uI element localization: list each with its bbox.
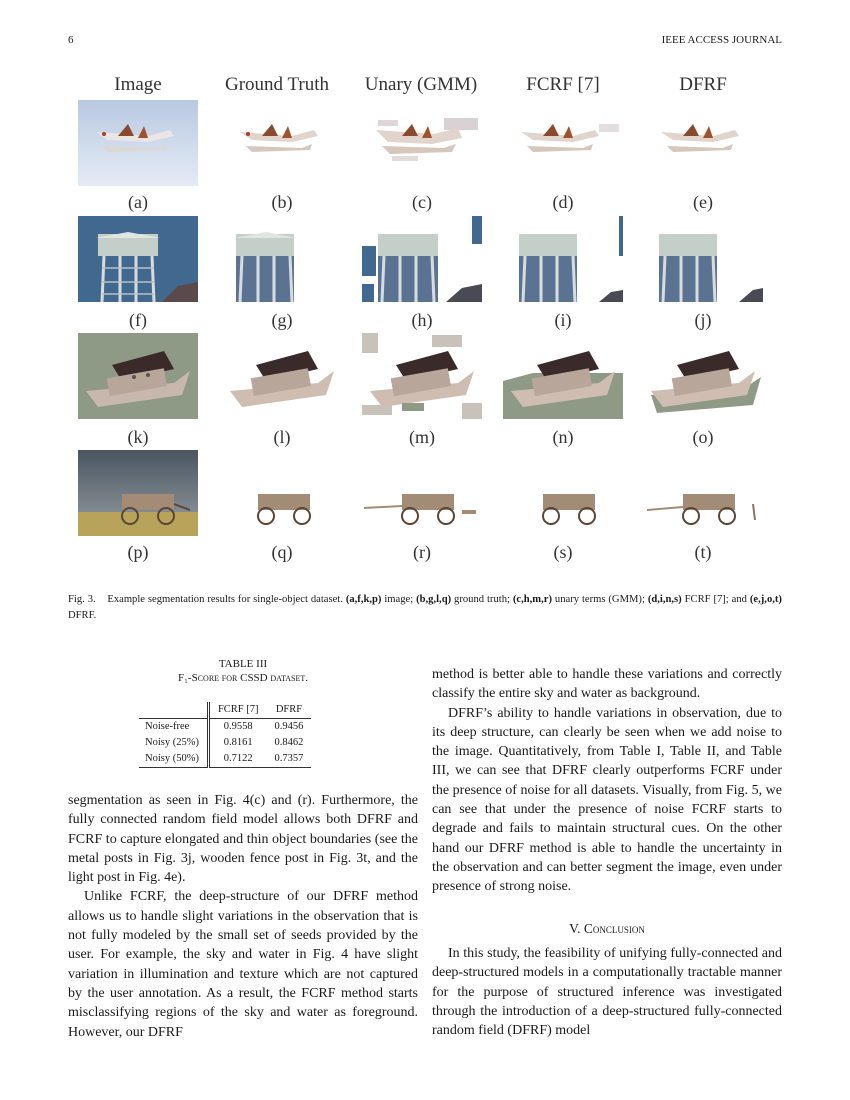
paragraph: method is better able to handle these variations and correctly classify the entire sky and water as background.	[432, 667, 782, 702]
caption-prefix: Fig. 3.	[68, 594, 96, 605]
caption-text: unary terms (GMM);	[554, 594, 645, 605]
subfig-label-n: (n)	[552, 427, 574, 447]
subfig-label-e: (e)	[693, 192, 713, 212]
column-title-image: Image	[114, 74, 162, 95]
journal-name: IEEE ACCESS JOURNAL	[661, 34, 782, 46]
caption-text: ground truth;	[454, 594, 510, 605]
results-table	[139, 702, 311, 768]
subfig-label-a: (a)	[128, 192, 148, 212]
table-cell: 0.8462	[274, 737, 304, 748]
table-row	[139, 751, 311, 768]
fig-d-airplane-fcrf	[503, 100, 623, 186]
fig-r-wagon-unary	[362, 450, 482, 536]
page-number: 6	[68, 34, 74, 46]
table-title: F₁-Score for CSSD dataset.	[177, 672, 309, 684]
caption-label: (e,j,o,t)	[749, 594, 782, 605]
subfig-label-i: (i)	[554, 310, 572, 330]
paragraph: Unlike FCRF, the deep-structure of our DFRF method allows us to handle slight variations in the observation that is not fully modeled by the small set of seeds provided by the user. For example, the sky and water in Fig. 4 have slight variation in illumination and texture which are not captured by the user annotation. As a result, the FCRF method starts misclassifying regions of the sky and water as foreground. However, our DFRF	[68, 889, 418, 1040]
subfig-label-g: (g)	[271, 310, 293, 330]
column-title-unary: Unary (GMM)	[364, 74, 478, 95]
table-header-cell: FCRF [7]	[208, 702, 266, 719]
conclusion-text	[432, 944, 782, 1040]
caption-label: (b,g,l,q)	[416, 594, 452, 605]
right-column-text	[432, 665, 782, 897]
left-column-text	[68, 791, 418, 1042]
table-cell: 0.7357	[267, 751, 312, 768]
table-row	[139, 735, 311, 751]
caption-text: Example segmentation results for single-object dataset.	[107, 594, 343, 605]
fig-e-airplane-dfrf	[643, 100, 763, 186]
subfig-label-l: (l)	[273, 427, 291, 447]
table-row	[139, 719, 311, 736]
fig-n-boat-fcrf	[503, 333, 623, 419]
subfig-label-s: (s)	[553, 542, 573, 562]
table-cell: 0.7122	[208, 751, 266, 768]
table-row-label: Noise-free	[145, 721, 190, 732]
caption-label: (c,h,m,r)	[512, 594, 552, 605]
table-row-label: Noisy (50%)	[139, 751, 207, 768]
table-number: TABLE III	[218, 658, 268, 670]
paragraph: In this study, the feasibility of unifying fully-connected and deep-structured models in a computationally tractable manner for the purpose of structured inference was investigated through the introduction of a deep-structured fully-connected random field (DFRF) model	[432, 946, 782, 1039]
table-header-empty	[139, 702, 207, 719]
fig-i-tower-fcrf	[503, 216, 623, 302]
column-title-gt: Ground Truth	[225, 74, 329, 95]
subfig-label-j: (j)	[694, 310, 712, 330]
fig-o-boat-dfrf	[643, 333, 763, 419]
caption-label: (d,i,n,s)	[647, 594, 682, 605]
fig-m-boat-unary	[362, 333, 482, 419]
fig-p-wagon-image	[78, 450, 198, 536]
figure-caption	[68, 592, 782, 624]
subfig-label-o: (o)	[692, 427, 714, 447]
table-cell: 0.8161	[223, 737, 253, 748]
fig-j-tower-dfrf	[643, 216, 763, 302]
table-row-label: Noisy (25%)	[145, 737, 199, 748]
fig-h-tower-unary	[362, 216, 482, 302]
paragraph: segmentation as seen in Fig. 4(c) and (r). Furthermore, the fully connected random field model allows both DFRF and FCRF to capture elongated and thin object boundaries (see the metal posts in Fig. 3j, wooden fence post in Fig. 3t, and the light post in Fig. 4e).	[68, 793, 418, 886]
table-cell: 0.9558	[223, 721, 253, 732]
caption-text: FCRF [7]; and	[684, 594, 747, 605]
subfig-label-q: (q)	[271, 542, 293, 562]
fig-q-wagon-ground-truth	[222, 450, 342, 536]
table-cell: 0.9456	[274, 721, 304, 732]
subfig-label-p: (p)	[127, 542, 149, 562]
subfig-label-r: (r)	[413, 542, 431, 562]
subfig-label-b: (b)	[271, 192, 293, 212]
fig-g-tower-ground-truth	[222, 216, 342, 302]
column-title-fcrf: FCRF [7]	[526, 74, 600, 95]
subfig-label-d: (d)	[552, 192, 574, 212]
column-title-dfrf: DFRF	[679, 74, 727, 95]
section-heading-conclusion: V. Conclusion	[569, 921, 645, 936]
fig-k-boat-image	[78, 333, 198, 419]
table-header-cell: DFRF	[267, 702, 312, 719]
subfig-label-k: (k)	[127, 427, 149, 447]
fig-a-airplane-image	[78, 100, 198, 186]
fig-c-airplane-unary	[362, 100, 482, 186]
subfig-label-f: (f)	[129, 310, 147, 330]
subfig-label-m: (m)	[409, 427, 435, 447]
fig-l-boat-ground-truth	[222, 333, 342, 419]
fig-b-airplane-ground-truth	[222, 100, 342, 186]
fig-s-wagon-fcrf	[503, 450, 623, 536]
fig-t-wagon-dfrf	[643, 450, 763, 536]
paragraph: DFRF’s ability to handle variations in observation, due to its deep structure, can clearly be seen when we add noise to the image. Quantitatively, from Table I, Table II, and Table III, we can see that DFRF clearly outperforms FCRF under the presence of noise for all datasets. Visually, from Fig. 5, we can see that under the presence of noise FCRF starts to degrade and fails to maintain structural cues. On the other hand our DFRF method is able to handle the uncertainty in the observation and can better segment the image, even under presence of strong noise.	[432, 705, 782, 895]
subfig-label-h: (h)	[411, 310, 433, 330]
fig-f-tower-image	[78, 216, 198, 302]
caption-text: image;	[384, 594, 414, 605]
subfig-label-t: (t)	[694, 542, 712, 562]
caption-text: DFRF.	[68, 610, 97, 621]
subfig-label-c: (c)	[412, 192, 432, 212]
table-header-row	[139, 702, 311, 719]
caption-label: (a,f,k,p)	[345, 594, 382, 605]
